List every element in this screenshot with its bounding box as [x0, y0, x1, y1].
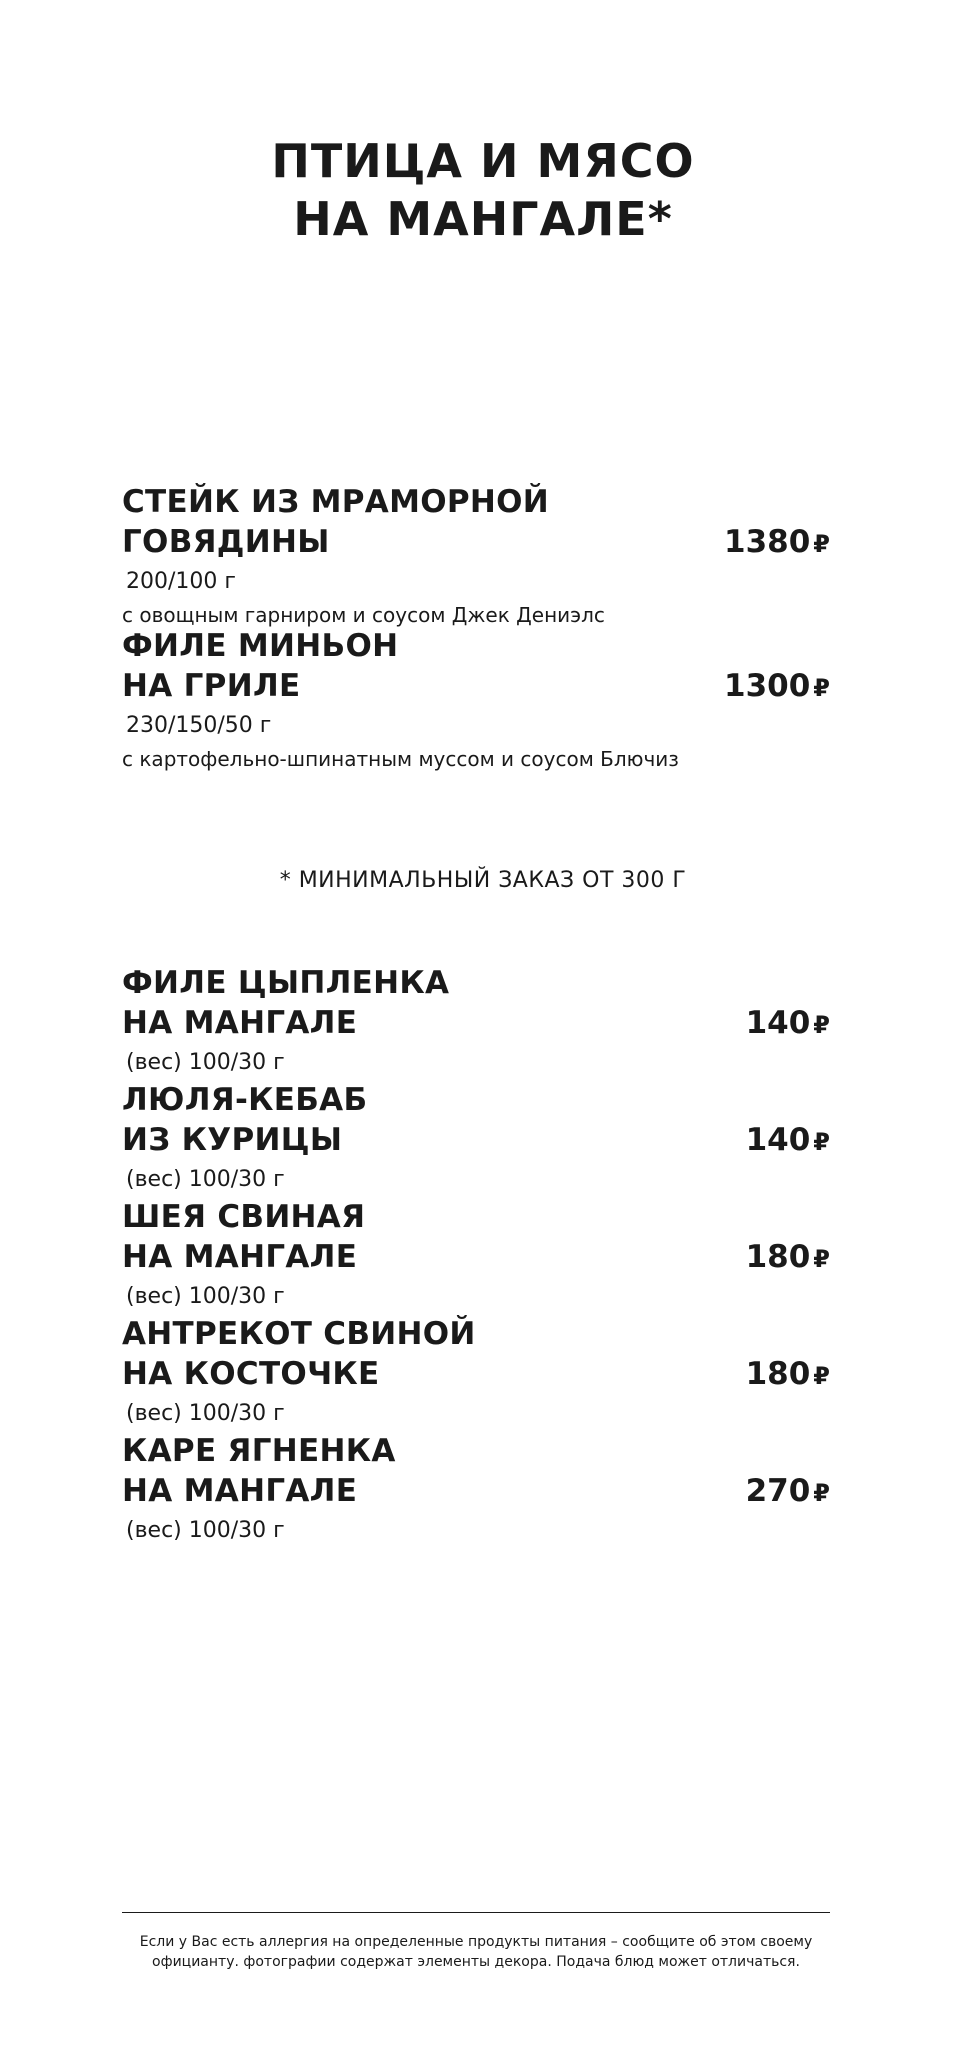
- ruble-icon: ₽: [813, 1362, 830, 1390]
- ruble-icon: ₽: [813, 1245, 830, 1273]
- menu-item-price-value: 140: [745, 1005, 811, 1041]
- menu-item-price-value: 180: [745, 1356, 811, 1392]
- menu-item-name-line-2: НА КОСТОЧКЕ: [122, 1356, 380, 1392]
- ruble-icon: ₽: [813, 1128, 830, 1156]
- menu-item-price-value: 270: [745, 1473, 811, 1509]
- menu-item-marbled-beef-steak: [122, 482, 830, 628]
- menu-item-lamb-rack: [122, 1431, 830, 1551]
- menu-item-weight: (вес) 100/30 г: [126, 1401, 285, 1426]
- menu-item-price: [746, 1120, 830, 1162]
- menu-item-price-value: 180: [745, 1239, 811, 1275]
- menu-item-name-line-1: ФИЛЕ ЦЫПЛЕНКА: [122, 965, 450, 1001]
- menu-item-name-line-1: СТЕЙК ИЗ МРАМОРНОЙ: [122, 484, 550, 520]
- menu-item-price: [724, 522, 830, 564]
- menu-item-price-value: 140: [745, 1122, 811, 1158]
- ruble-icon: ₽: [813, 1011, 830, 1039]
- menu-item-name-line-2: НА МАНГАЛЕ: [122, 1005, 358, 1041]
- menu-item-price: [746, 1471, 830, 1513]
- menu-item-name-line-2: НА ГРИЛЕ: [122, 668, 301, 704]
- menu-item-price-value: 1380: [724, 524, 811, 560]
- menu-item-name: [122, 1431, 830, 1551]
- menu-item-price-value: 1300: [724, 668, 811, 704]
- menu-item-name-line-2: НА МАНГАЛЕ: [122, 1473, 358, 1509]
- menu-item-description: с картофельно-шпинатным муссом и соусом Блючиз: [122, 747, 679, 771]
- menu-item-price: [746, 1354, 830, 1396]
- menu-item-name: [122, 1080, 830, 1200]
- menu-item-weight: (вес) 100/30 г: [126, 1050, 285, 1075]
- menu-item-price: [746, 1003, 830, 1045]
- menu-item-name-line-2: ИЗ КУРИЦЫ: [122, 1122, 343, 1158]
- menu-item-name-line-1: АНТРЕКОТ СВИНОЙ: [122, 1316, 476, 1352]
- menu-item-description: с овощным гарниром и соусом Джек Дениэлс: [122, 603, 605, 627]
- menu-item-chicken-lula-kebab: [122, 1080, 830, 1200]
- menu-item-price: [746, 1237, 830, 1279]
- page-title-line-2: НА МАНГАЛЕ*: [293, 192, 673, 246]
- menu-item-weight: 200/100 г: [126, 569, 236, 594]
- footer-divider: [122, 1912, 830, 1913]
- menu-item-name-line-2: ГОВЯДИНЫ: [122, 524, 330, 560]
- page-title: [0, 132, 966, 248]
- menu-item-name: [122, 1197, 830, 1317]
- menu-item-weight: (вес) 100/30 г: [126, 1284, 285, 1309]
- menu-item-weight: 230/150/50 г: [126, 713, 272, 738]
- page-title-line-1: ПТИЦА И МЯСО: [271, 134, 695, 188]
- menu-item-name: [122, 963, 830, 1083]
- menu-item-chicken-fillet: [122, 963, 830, 1083]
- ruble-icon: ₽: [813, 1479, 830, 1507]
- allergy-disclaimer: Если у Вас есть аллергия на определенные продукты питания – сообщите об этом своему официанту. фотографии содержат элементы декора. Подача блюд может отличаться.: [139, 1934, 813, 1970]
- menu-item-name-line-1: ЛЮЛЯ-КЕБАБ: [122, 1082, 368, 1118]
- menu-item-name-line-1: КАРЕ ЯГНЕНКА: [122, 1433, 396, 1469]
- ruble-icon: ₽: [813, 530, 830, 558]
- menu-item-weight: (вес) 100/30 г: [126, 1167, 285, 1192]
- ruble-icon: ₽: [813, 674, 830, 702]
- menu-item-name-line-1: ШЕЯ СВИНАЯ: [122, 1199, 366, 1235]
- menu-item-name: [122, 1314, 830, 1434]
- menu-item-name-line-2: НА МАНГАЛЕ: [122, 1239, 358, 1275]
- menu-item-pork-neck: [122, 1197, 830, 1317]
- minimum-order-note: * МИНИМАЛЬНЫЙ ЗАКАЗ ОТ 300 Г: [279, 868, 687, 893]
- menu-item-filet-mignon: [122, 626, 830, 772]
- menu-item-pork-entrecote: [122, 1314, 830, 1434]
- menu-item-name-line-1: ФИЛЕ МИНЬОН: [122, 628, 399, 664]
- menu-item-weight: (вес) 100/30 г: [126, 1518, 285, 1543]
- menu-item-price: [724, 666, 830, 708]
